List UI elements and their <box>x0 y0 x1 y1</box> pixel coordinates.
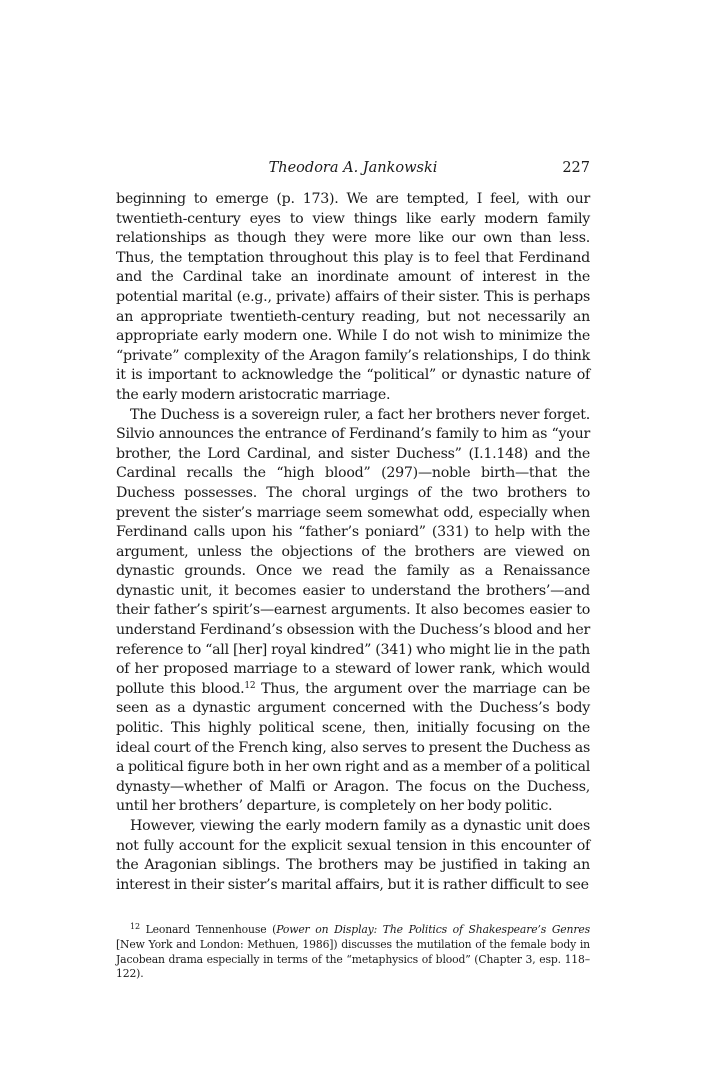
paragraph-2 <box>116 406 590 817</box>
running-title: Theodora A. Jankowski <box>268 160 438 176</box>
running-head <box>116 160 590 188</box>
footnotes <box>116 923 590 981</box>
body-text <box>116 190 590 895</box>
footnote-author: Leonard Tennenhouse ( <box>145 923 277 937</box>
paragraph-1: beginning to emerge (p. 173). We are tempted, I feel, with our twentieth-century eyes to view things like early modern family relationships as though they were more like our own than less. Thus, the temptation throughout this play is to feel that Ferdinand and the Cardinal take an inordinate amount of interest in the potential marital (e.g., private) affairs of their sister. This is perhaps an appropriate twentieth-century reading, but not necessarily an appropriate early modern one. While I do not wish to minimize the “private” complexity of the Aragon family’s relationships, I do think it is important to acknowledge the “political” or dynastic nature of the early modern aristocratic marriage. <box>116 191 590 403</box>
footnote-book-title: Power on Display: The Politics of Shakespeare’s Genres <box>276 923 590 937</box>
paragraph-3: However, viewing the early modern family as a dynastic unit does not fully account for the explicit sexual tension in this encounter of the Aragonian siblings. The brothers may be justified in taking an interest in their sister’s marital affairs, but it is rather difficult to see <box>116 818 590 893</box>
page-number: 227 <box>562 160 590 176</box>
footnote-12 <box>116 923 590 981</box>
footnote-number: 12 <box>130 922 140 932</box>
paragraph-2-continuation: Thus, the argument over the marriage can be seen as a dynastic argument concerned with the Duchess’s body politic. This highly political scene, then, initially focusing on the ideal court of the French king, also serves to present the Duchess as a political figure both in her own right and as a member of a political dynasty—whether of Malfi or Aragon. The focus on the Duchess, until her brothers’ departure, is completely on her body politic. <box>116 680 591 815</box>
paragraph-2-text: The Duchess is a sovereign ruler, a fact her brothers never forget. Silvio announces the entrance of Ferdinand’s family to him as “your brother, the Lord Cardinal, and sister Duchess” (I.1.148) and the Cardinal recalls the “high blood” (297)—noble birth—that the Duchess possesses. The choral urgings of the two brothers to prevent the sister’s marriage seem somewhat odd, especially when Ferdinand calls upon his “father’s poniard” (331) to help with the argument, unless the objections of the brothers are viewed on dynastic grounds. Once we read the family as a Renaissance dynastic unit, it becomes easier to understand the brothers’—and their father’s spirit’s—earnest arguments. It also becomes easier to understand Ferdinand’s obsession with the Duchess’s blood and her reference to “all [her] royal kindred” (341) who might lie in the path of her proposed marriage to a steward of lower rank, which would pollute this blood. <box>116 406 590 697</box>
book-page <box>116 160 590 982</box>
footnote-text: [New York and London: Methuen, 1986]) discusses the mutilation of the female body in Jacobean drama especially in terms of the “metaphysics of blood” (Chapter 3, esp. 118–122). <box>116 937 590 981</box>
footnote-reference[interactable]: 12 <box>244 680 256 691</box>
